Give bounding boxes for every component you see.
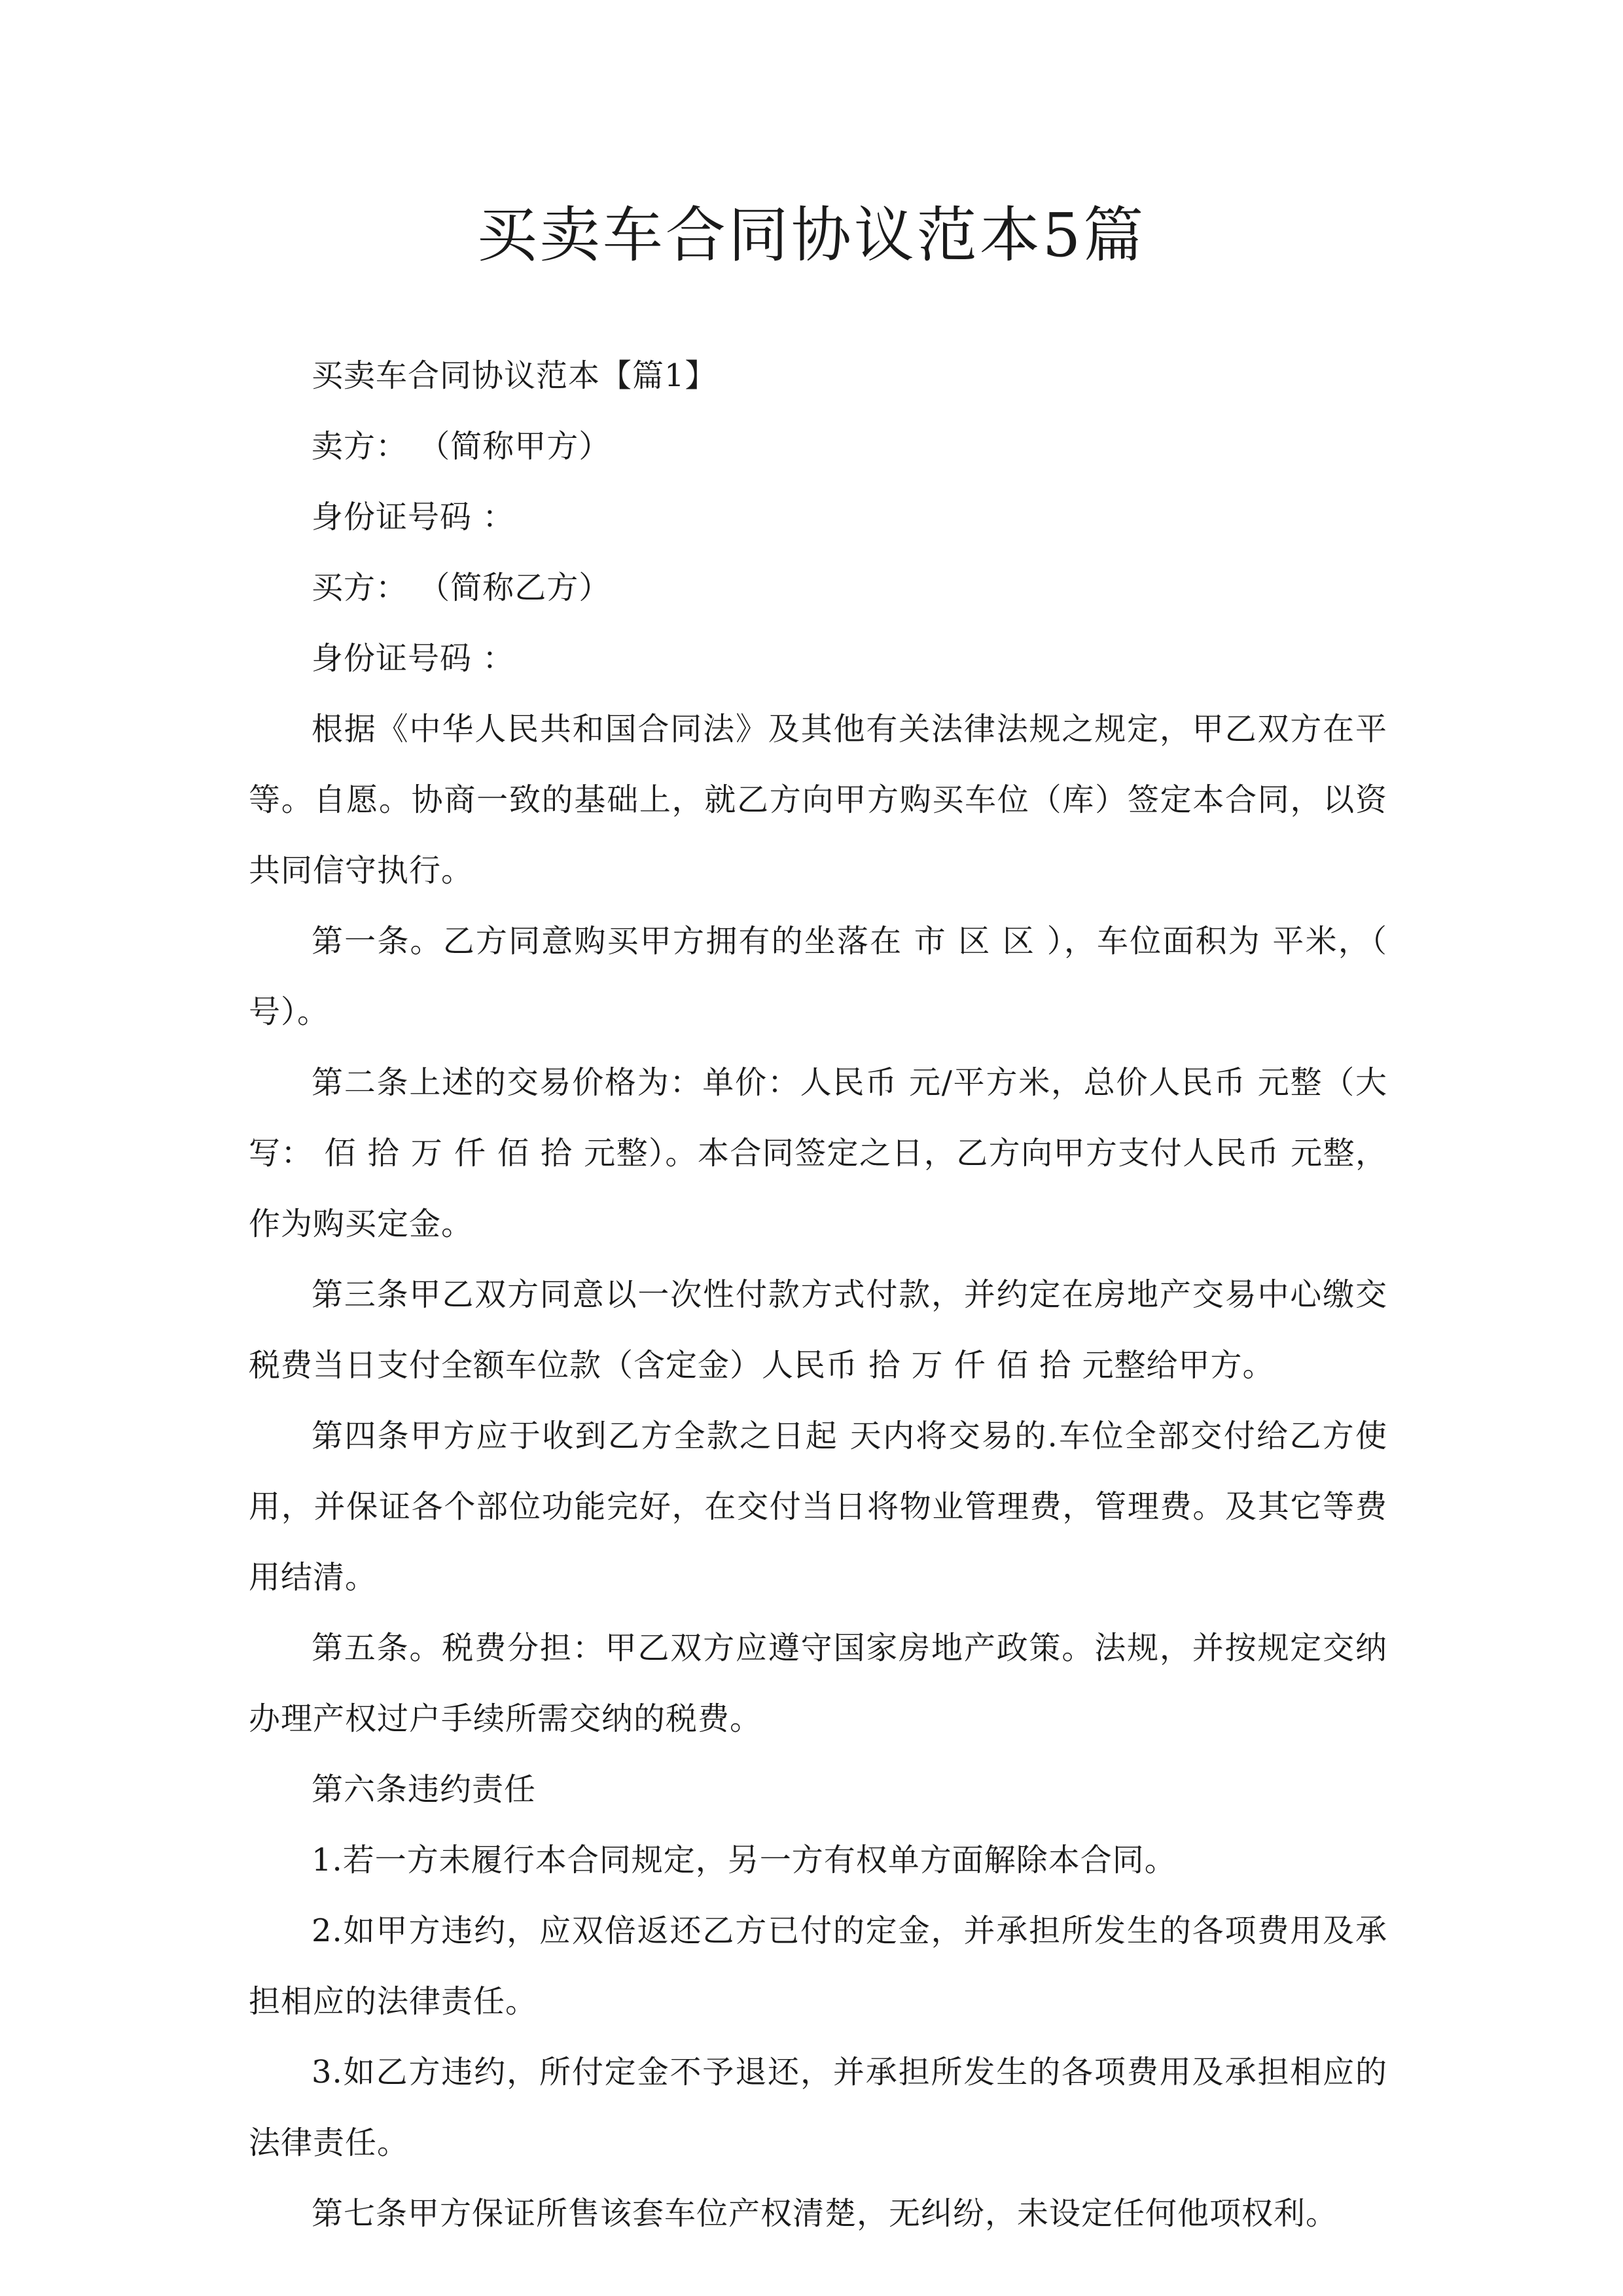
article-5: 第五条。税费分担：甲乙双方应遵守国家房地产政策。法规，并按规定交纳办理产权过户手续所需交纳的税费。 (249, 1630, 1387, 1737)
buyer-id-line: 身份证号码 ： (312, 640, 515, 677)
seller-line: 卖方： （简称甲方） (312, 428, 611, 465)
buyer-line: 买方： （简称乙方） (312, 569, 611, 606)
article-2: 第二条上述的交易价格为：单价：人民币 元/平方米，总价人民币 元整（大写： 佰 拾 万 仟 佰 拾 元整）。本合同签定之日，乙方向甲方支付人民币 元整，作为购买定金。 (249, 1064, 1387, 1242)
article-6-item-1: 1.若一方未履行本合同规定，另一方有权单方面解除本合同。 (312, 1842, 1177, 1878)
article-3: 第三条甲乙双方同意以一次性付款方式付款，并约定在房地产交易中心缴交税费当日支付全额车位款（含定金）人民币 拾 万 仟 佰 拾 元整给甲方。 (249, 1276, 1387, 1384)
document-body (249, 340, 1387, 2249)
preamble-paragraph: 根据《中华人民共和国合同法》及其他有关法律法规之规定，甲乙双方在平等。自愿。协商一致的基础上，就乙方向甲方购买车位（库）签定本合同，以资共同信守执行。 (249, 711, 1387, 889)
document-title: 买卖车合同协议范本5篇 (476, 200, 1147, 270)
article-6-item-2: 2.如甲方违约，应双倍返还乙方已付的定金，并承担所发生的各项费用及承担相应的法律责任。 (249, 1912, 1387, 2020)
article-6-item-3: 3.如乙方违约，所付定金不予退还，并承担所发生的各项费用及承担相应的法律责任。 (249, 2054, 1387, 2161)
article-4: 第四条甲方应于收到乙方全款之日起 天内将交易的.车位全部交付给乙方使用，并保证各个部位功能完好，在交付当日将物业管理费，管理费。及其它等费用结清。 (249, 1418, 1387, 1596)
section-heading: 买卖车合同协议范本【篇1】 (312, 357, 717, 394)
article-1: 第一条。乙方同意购买甲方拥有的坐落在 市 区 区 ），车位面积为 平米，（ 号）。 (249, 923, 1387, 1030)
article-7: 第七条甲方保证所售该套车位产权清楚，无纠纷，未设定任何他项权利。 (312, 2195, 1338, 2232)
seller-id-line: 身份证号码 ： (312, 499, 515, 535)
article-6-heading: 第六条违约责任 (312, 1771, 537, 1808)
